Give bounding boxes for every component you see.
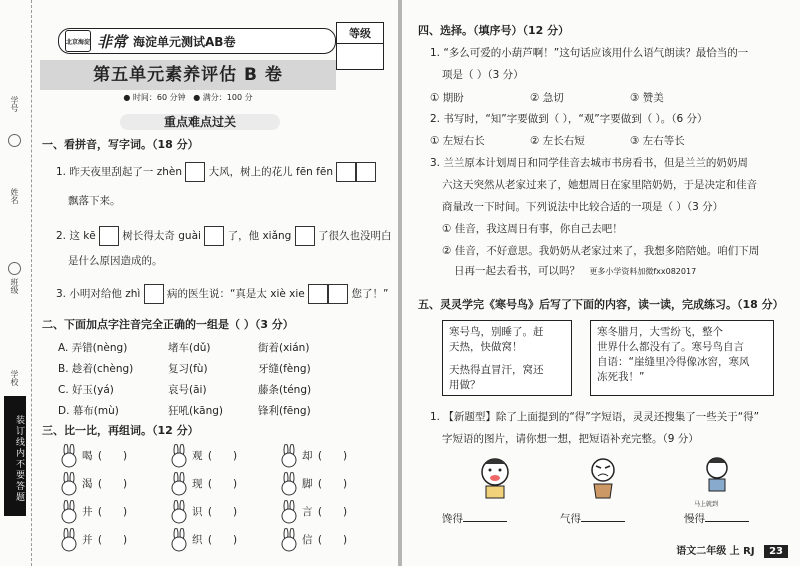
bunny-icon [58,528,80,552]
bunny-icon [58,472,80,496]
panel2-text: 冻死我！” [597,371,645,383]
q4-3-option2-b-text: 日再一起去看书，可以吗？ [454,265,580,277]
fill-label: 气得 [560,513,581,525]
q4-3-line2: 六这天突然从老家过来了，她想周日在家里陪奶奶，于是决定和佳音 [442,179,757,191]
bunny-icon [58,500,80,524]
q4-1-line1: 1. “多么可爱的小葫芦啊！”这句话应该用什么语气朗读？最恰当的一 [430,47,749,59]
compare-char: 渴 [82,478,93,490]
q4-3-line1: 3. 兰兰原本计划周日和同学佳音去城市书房看书，但是兰兰的奶奶周 [430,157,748,169]
question-1-2-cont: 是什么原因造成的。 [68,255,163,267]
q4-1-options [430,91,664,105]
answer-cell[interactable] [204,226,224,246]
q1-1-text-b: 大风，树上的花儿 fēn fēn [208,166,333,178]
focus-banner: 重点难点过关 [120,114,280,130]
section1-heading: 一、看拼音，写字词。（18 分） [42,138,199,151]
q4-1-option: ① 期盼 [430,92,464,104]
paren-blank[interactable]: ( ) [97,506,128,518]
section4-heading: 四、选择。（填序号）（12 分） [418,24,570,37]
angry-kid-icon [580,454,626,500]
bunny-icon [58,444,80,468]
panel1-text: 天热得直冒汗，窝还 [449,364,544,376]
comic-panel-2 [590,320,774,396]
kid-caption: 马上就到 [694,501,719,508]
q4-1-option: ③ 赞美 [630,92,664,104]
compare-char: 言 [302,506,313,518]
answer-cell[interactable] [295,226,315,246]
option-2-0: C. 好玉(yá) [58,384,114,396]
paren-blank[interactable]: ( ) [207,534,238,546]
option-1-1: 复习(fù) [168,363,208,375]
compare-char: 信 [302,534,313,546]
page-footer [676,542,788,558]
margin-label-class: 班级 [10,278,19,294]
footer-text: 语文二年级 上 RJ [676,546,755,557]
compare-item [168,528,243,552]
answer-cells[interactable] [308,284,348,304]
fill-label: 馋得 [442,513,463,525]
q4-2-option: ② 左长右短 [530,135,585,147]
bunny-icon [168,444,190,468]
brand-header [58,28,336,54]
answer-cell[interactable] [185,162,205,182]
brand-logo-text: 北京海淀 [66,38,91,46]
option-1-2: 牙缝(fèng) [258,363,311,375]
compare-item [58,444,133,468]
question-1-1-cont: 飘落下来。 [68,195,121,207]
brand-hand-lettering: 非常 [97,32,128,51]
q4-1-line2: 项是（ ）（3 分） [442,69,524,81]
q1-3-text-b: 病的医生说：“真是太 xiè xie [166,288,305,300]
paren-blank[interactable]: ( ) [207,450,238,462]
paren-blank[interactable]: ( ) [207,478,238,490]
compare-item [278,500,353,524]
compare-item [278,528,353,552]
q1-3-text-c: 您了！” [351,288,389,300]
paren-blank[interactable]: ( ) [97,534,128,546]
bunny-icon [168,472,190,496]
page-title: 第五单元素养评估 B 卷 [40,60,336,90]
margin-label-school: 学校 [10,370,19,386]
option-2-1: 哀号(āi) [168,384,207,396]
answer-cell[interactable] [328,284,348,304]
compare-item [58,500,133,524]
paren-blank[interactable]: ( ) [317,478,348,490]
fill-blank[interactable] [581,521,625,522]
q1-2-text-b: 树长得太奇 guài [122,230,201,242]
q4-3-option1: ① 佳音，我这周日有事，你自己去吧！ [442,223,623,235]
q4-2-option: ① 左短右长 [430,135,485,147]
answer-cell[interactable] [356,162,376,182]
compare-char: 织 [192,534,203,546]
compare-item [278,472,353,496]
q4-2: 2. 书写时，“知”字要做到（ ），“观”字要做到（ ）。（6 分） [430,113,708,125]
answer-cell[interactable] [336,162,356,182]
q1-2-text-c: 了，他 xiǎng [227,230,292,242]
compare-item [58,528,133,552]
bunny-icon [278,444,300,468]
option-0-0: A. 弄错(nèng) [58,342,128,354]
answer-cells[interactable] [144,284,164,304]
question-1-3 [56,284,388,304]
compare-char: 喝 [82,450,93,462]
brand-name: 海淀单元测试AB卷 [133,34,236,49]
time-info: ● 时间：60 分钟 [123,93,186,102]
q5-1-line2: 字短语的图片，请你想一想，把短语补充完整。（9 分） [442,433,699,445]
brand-logo-icon [65,30,91,52]
option-0-1: 堵车(dǔ) [168,342,211,354]
answer-cells[interactable] [295,226,315,246]
right-page [402,0,800,566]
section3-heading: 三、比一比，再组词。（12 分） [42,424,199,437]
option-3-0: D. 幕布(mù) [58,405,119,417]
option-1-0: B. 趁着(chèng) [58,363,134,375]
margin-warning-band: 装订线内不要答题 [4,396,26,516]
section2-heading: 二、下面加点字注音完全正确的一组是（ ）（3 分） [42,318,294,331]
fill-blank[interactable] [705,521,749,522]
binding-margin [0,0,32,566]
question-1-2 [56,226,392,246]
q4-3-option2-a: ② 佳音，不好意思。我奶奶从老家过来了，我想多陪陪她。咱们下周 [442,245,760,257]
paren-blank[interactable]: ( ) [317,450,348,462]
watermark: 更多小学资料加微fxx082017 [589,267,697,276]
paren-blank[interactable]: ( ) [97,478,128,490]
slow-kid-icon [694,454,740,500]
bunny-icon [168,528,190,552]
q1-1-text-a: 1. 昨天夜里刮起了一 zhèn [56,166,182,178]
hungry-kid-icon [472,454,518,500]
answer-cells[interactable] [185,162,205,182]
answer-cell[interactable] [144,284,164,304]
panel1-text: 寒号鸟，别睡了。赶 [449,326,544,338]
panel1-text: 天热，快做窝！ [449,341,523,353]
q4-2-option: ③ 左右等长 [630,135,685,147]
panel2-text: 寒冬腊月，大雪纷飞，整个 [597,326,723,338]
page-number: 23 [764,545,788,558]
bunny-icon [168,500,190,524]
fill-1 [442,512,507,526]
compare-item [168,472,243,496]
bunny-icon [278,472,300,496]
bunny-icon [278,500,300,524]
compare-item [168,444,243,468]
q1-3-text-a: 3. 小明对给他 zhì [56,288,141,300]
paren-blank[interactable]: ( ) [97,450,128,462]
q1-2-text-a: 2. 这 kē [56,230,96,242]
option-3-2: 锋利(fēng) [258,405,311,417]
q4-3-line3: 商量改一下时间。下列说法中比较合适的一项是（ ）（3 分） [442,201,724,213]
q4-3-option2-b [454,264,696,279]
paren-blank[interactable]: ( ) [317,506,348,518]
margin-label-name: 姓名 [10,188,19,204]
q5-1-line1: 1. 【新题型】除了上面提到的“得”字短语，灵灵还搜集了一些关于“得” [430,411,760,423]
score-info: ● 满分：100 分 [193,93,253,102]
compare-item [168,500,243,524]
margin-hole [8,134,21,147]
panel2-text: 世界什么都没有了。寒号鸟自言 [597,341,744,353]
question-1-1 [56,162,376,182]
compare-char: 脚 [302,478,313,490]
panel1-text: 用做？ [449,379,481,391]
margin-hole [8,262,21,275]
exam-info [40,92,336,103]
grade-box [336,22,384,70]
option-0-2: 街着(xián) [258,342,310,354]
paren-blank[interactable]: ( ) [207,506,238,518]
compare-char: 现 [192,478,203,490]
bunny-icon [278,528,300,552]
answer-cell[interactable] [308,284,328,304]
q4-2-options [430,134,685,148]
q1-2-text-d: 了很久也没明白 [318,230,392,242]
answer-cells[interactable] [336,162,376,182]
fill-3 [684,512,749,526]
margin-label-student-id: 学号 [10,96,19,112]
compare-item [58,472,133,496]
fill-label: 慢得 [684,513,705,525]
option-2-2: 藤条(téng) [258,384,312,396]
fill-blank[interactable] [463,521,507,522]
section5-heading: 五、灵灵学完《寒号鸟》后写了下面的内容，读一读，完成练习。（18 分） [418,298,784,311]
compare-char: 却 [302,450,313,462]
compare-char: 井 [82,506,93,518]
compare-item [278,444,353,468]
answer-cell[interactable] [99,226,119,246]
left-page [0,0,398,566]
answer-cells[interactable] [204,226,224,246]
comic-panel-1 [442,320,572,396]
compare-char: 并 [82,534,93,546]
answer-cells[interactable] [99,226,119,246]
panel2-text: 自语：“崖缝里冷得像冰窖，寒风 [597,356,750,368]
option-3-1: 狂吼(kāng) [168,405,224,417]
grade-label: 等级 [337,23,383,44]
q4-1-option: ② 急切 [530,92,564,104]
fill-2 [560,512,625,526]
compare-char: 识 [192,506,203,518]
paren-blank[interactable]: ( ) [317,534,348,546]
compare-char: 观 [192,450,203,462]
